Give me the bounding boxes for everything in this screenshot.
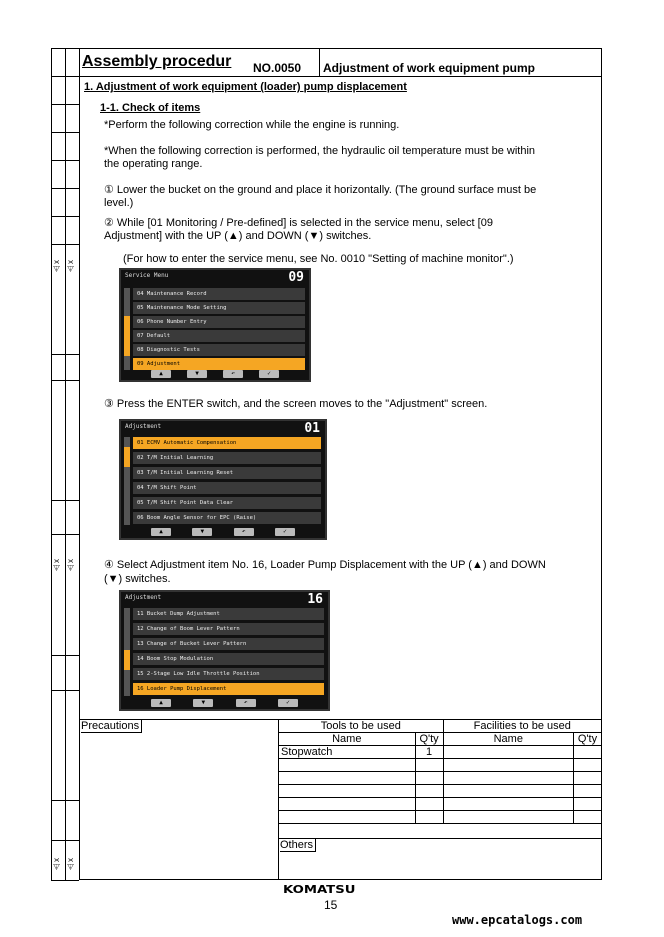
menu-row: 13 Change of Bucket Lever Pattern: [133, 638, 324, 650]
table-cell: [443, 811, 573, 824]
others-rule: [278, 838, 602, 839]
margin-line-2: [65, 48, 66, 880]
table-cell: [574, 811, 602, 824]
tools-facilities-table: [278, 719, 602, 824]
screen-title: Adjustment: [125, 423, 162, 430]
margin-divider: [51, 690, 79, 691]
step-3: ③ Press the ENTER switch, and the screen moves to the "Adjustment" screen.: [104, 398, 488, 410]
tools-name-header: Name: [279, 733, 416, 746]
table-cell: [574, 785, 602, 798]
menu-row-selected: 16 Loader Pump Displacement: [133, 683, 324, 695]
scrollbar-thumb: [124, 447, 130, 467]
menu-row: 04 Maintenance Record: [133, 288, 305, 300]
facility-name-cell: [443, 746, 573, 759]
service-menu-screen: [119, 268, 311, 382]
back-button: ↶: [236, 699, 256, 707]
table-cell: [443, 759, 573, 772]
margin-divider: [51, 76, 79, 77]
screen-number: 16: [307, 592, 323, 607]
step-2-line-1: ② While [01 Monitoring / Pre-defined] is selected in the service menu, select [09: [104, 217, 493, 229]
note-oil-temp-1: *When the following correction is performed, the hydraulic oil temperature must be within: [104, 145, 536, 157]
table-cell: [415, 785, 443, 798]
tools-header: Tools to be used: [279, 720, 444, 733]
table-cell: [443, 785, 573, 798]
menu-row-selected: 09 Adjustment: [133, 358, 305, 370]
table-cell: [443, 798, 573, 811]
screen-title: Service Menu: [125, 272, 169, 279]
down-button: ▼: [187, 370, 207, 378]
screen-button-bar: [151, 370, 279, 378]
header-divider: [319, 48, 320, 76]
enter-button: ✓: [275, 528, 295, 536]
step-1-line-2: level.): [104, 197, 134, 209]
margin-divider: [51, 534, 79, 535]
screen-button-bar: [151, 699, 298, 707]
margin-divider: [51, 104, 79, 105]
margin-line-1: [51, 48, 52, 880]
note-engine-running: *Perform the following correction while the engine is running.: [104, 119, 400, 131]
table-cell: [279, 798, 416, 811]
table-divider: [278, 719, 279, 880]
back-button: ↶: [234, 528, 254, 536]
table-cell: [574, 772, 602, 785]
margin-divider: [51, 380, 79, 381]
menu-row: 06 Phone Number Entry: [133, 316, 305, 328]
table-cell: [279, 811, 416, 824]
table-cell: [415, 759, 443, 772]
scrollbar-thumb: [124, 650, 130, 670]
table-cell: [415, 798, 443, 811]
revision-mark: ⚠x: [66, 858, 75, 872]
step-4-line-1: ④ Select Adjustment item No. 16, Loader Pump Displacement with the UP (▲) and DOWN: [104, 559, 546, 571]
enter-button: ✓: [278, 699, 298, 707]
step-1-line-1: ① Lower the bucket on the ground and place it horizontally. (The ground surface must be: [104, 184, 537, 196]
margin-divider: [51, 132, 79, 133]
menu-row: 02 T/M Initial Learning: [133, 452, 321, 464]
screen-number: 09: [288, 270, 304, 285]
screen-title: Adjustment: [125, 594, 162, 601]
margin-divider: [51, 188, 79, 189]
revision-mark: ⚠x: [52, 559, 61, 573]
tool-qty-cell: 1: [415, 746, 443, 759]
table-cell: [443, 772, 573, 785]
screen-button-bar: [151, 528, 295, 536]
note-oil-temp-2: the operating range.: [104, 158, 203, 170]
komatsu-logo: KOMATSU: [283, 883, 356, 896]
header-rule: [79, 76, 602, 77]
adjustment-screen-01: [119, 419, 327, 540]
revision-mark: ⚠x: [52, 858, 61, 872]
revision-mark: ⚠x: [66, 260, 75, 274]
menu-row-selected: 01 ECMV Automatic Compensation: [133, 437, 321, 449]
table-cell: [415, 811, 443, 824]
section-heading: 1. Adjustment of work equipment (loader) pump displacement: [84, 81, 407, 93]
table-cell: [574, 759, 602, 772]
facilities-name-header: Name: [443, 733, 573, 746]
tool-name-cell: Stopwatch: [279, 746, 416, 759]
others-label: Others: [280, 839, 316, 852]
menu-row: 08 Diagnostic Tests: [133, 344, 305, 356]
menu-row: 12 Change of Boom Lever Pattern: [133, 623, 324, 635]
menu-row: 11 Bucket Dump Adjustment: [133, 608, 324, 620]
procedure-subject: Adjustment of work equipment pump: [323, 61, 535, 75]
scrollbar-thumb: [124, 316, 130, 356]
margin-divider: [51, 216, 79, 217]
precautions-label: Precautions: [81, 720, 142, 733]
margin-divider: [51, 655, 79, 656]
step-2-line-2: Adjustment] with the UP (▲) and DOWN (▼) switches.: [104, 230, 372, 242]
website-link[interactable]: www.epcatalogs.com: [452, 913, 583, 927]
page-number: 15: [324, 898, 338, 912]
down-button: ▼: [193, 699, 213, 707]
margin-divider: [51, 800, 79, 801]
revision-mark: ⚠x: [66, 559, 75, 573]
menu-row: 04 T/M Shift Point: [133, 482, 321, 494]
tools-qty-header: Q'ty: [415, 733, 443, 746]
margin-divider: [51, 880, 79, 881]
margin-divider: [51, 160, 79, 161]
menu-row: 05 T/M Shift Point Data Clear: [133, 497, 321, 509]
back-button: ↶: [223, 370, 243, 378]
up-button: ▲: [151, 528, 171, 536]
margin-divider: [51, 244, 79, 245]
sub-heading: 1-1. Check of items: [100, 102, 201, 114]
step-4-line-2: (▼) switches.: [104, 573, 171, 585]
table-cell: [415, 772, 443, 785]
revision-mark: ⚠x: [52, 260, 61, 274]
facilities-header: Facilities to be used: [443, 720, 601, 733]
facilities-qty-header: Q'ty: [574, 733, 602, 746]
up-button: ▲: [151, 699, 171, 707]
table-cell: [279, 759, 416, 772]
menu-row: 07 Default: [133, 330, 305, 342]
margin-divider: [51, 840, 79, 841]
adjustment-screen-16: [119, 590, 330, 711]
up-button: ▲: [151, 370, 171, 378]
margin-divider: [51, 500, 79, 501]
menu-row: 05 Maintenance Mode Setting: [133, 302, 305, 314]
menu-row: 14 Boom Stop Modulation: [133, 653, 324, 665]
menu-row: 03 T/M Initial Learning Reset: [133, 467, 321, 479]
table-cell: [574, 798, 602, 811]
menu-row: 15 2-Stage Low Idle Throttle Position: [133, 668, 324, 680]
procedure-number: NO.0050: [253, 61, 302, 75]
enter-button: ✓: [259, 370, 279, 378]
screen-number: 01: [304, 421, 320, 436]
menu-row: 06 Boom Angle Sensor for EPC (Raise): [133, 512, 321, 524]
table-cell: [279, 772, 416, 785]
page-title: Assembly procedur: [82, 53, 232, 70]
table-cell: [279, 785, 416, 798]
margin-divider: [51, 354, 79, 355]
down-button: ▼: [192, 528, 212, 536]
facility-qty-cell: [574, 746, 602, 759]
margin-divider: [51, 48, 79, 49]
step-2-note: (For how to enter the service menu, see No. 0010 "Setting of machine monitor".): [123, 253, 514, 265]
